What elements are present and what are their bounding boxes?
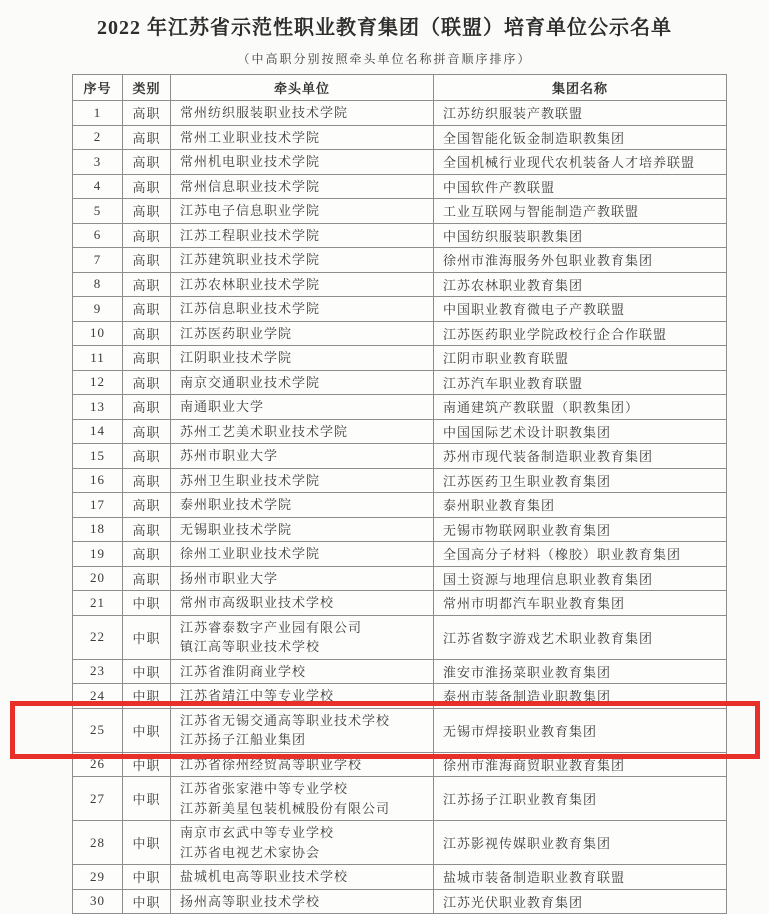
- cell-group-name: 泰州市装备制造业职教集团: [434, 684, 727, 709]
- cell-lead-unit: 盐城机电高等职业技术学校: [171, 865, 434, 890]
- table-row: [73, 517, 727, 542]
- cell-group-name: 全国智能化钣金制造职教集团: [434, 125, 727, 150]
- cell-group-name: 全国高分子材料（橡胶）职业教育集团: [434, 542, 727, 567]
- results-table: [72, 74, 727, 914]
- table-row: [73, 708, 727, 752]
- cell-group-name: 江阴市职业教育联盟: [434, 346, 727, 371]
- cell-group-name: 徐州市淮海商贸职业教育集团: [434, 752, 727, 777]
- cell-group-name: 江苏农林职业教育集团: [434, 272, 727, 297]
- page-subtitle: （中高职分别按照牵头单位名称拼音顺序排序）: [237, 52, 532, 66]
- cell-category: 高职: [123, 150, 171, 175]
- cell-no: 23: [73, 659, 123, 684]
- cell-lead-unit: 常州信息职业技术学院: [171, 174, 434, 199]
- cell-category: 中职: [123, 821, 171, 865]
- cell-category: 高职: [123, 174, 171, 199]
- cell-category: 高职: [123, 468, 171, 493]
- cell-no: 1: [73, 101, 123, 126]
- table-row: [73, 223, 727, 248]
- cell-group-name: 江苏医药卫生职业教育集团: [434, 468, 727, 493]
- cell-category: 高职: [123, 199, 171, 224]
- table-row: [73, 444, 727, 469]
- cell-no: 8: [73, 272, 123, 297]
- cell-group-name: 中国职业教育微电子产教联盟: [434, 297, 727, 322]
- cell-group-name: 工业互联网与智能制造产教联盟: [434, 199, 727, 224]
- cell-category: 高职: [123, 370, 171, 395]
- table-header-row: [73, 75, 727, 101]
- cell-category: 中职: [123, 708, 171, 752]
- cell-no: 15: [73, 444, 123, 469]
- cell-lead-unit: 常州纺织服装职业技术学院: [171, 101, 434, 126]
- cell-no: 26: [73, 752, 123, 777]
- cell-lead-unit: 苏州卫生职业技术学院: [171, 468, 434, 493]
- cell-group-name: 全国机械行业现代农机装备人才培养联盟: [434, 150, 727, 175]
- cell-lead-unit: 苏州市职业大学: [171, 444, 434, 469]
- cell-lead-unit: 苏州工艺美术职业技术学院: [171, 419, 434, 444]
- page-title: 2022 年江苏省示范性职业教育集团（联盟）培育单位公示名单: [97, 17, 672, 39]
- cell-group-name: 国土资源与地理信息职业教育集团: [434, 566, 727, 591]
- header-cell-no: 序号: [73, 75, 123, 101]
- cell-category: 中职: [123, 684, 171, 709]
- cell-no: 28: [73, 821, 123, 865]
- cell-no: 17: [73, 493, 123, 518]
- header-cell-category: 类别: [123, 75, 171, 101]
- cell-category: 高职: [123, 566, 171, 591]
- cell-no: 5: [73, 199, 123, 224]
- cell-group-name: 常州市明都汽车职业教育集团: [434, 591, 727, 616]
- header-cell-group-name: 集团名称: [434, 75, 727, 101]
- cell-no: 14: [73, 419, 123, 444]
- cell-group-name: 苏州市现代装备制造职业教育集团: [434, 444, 727, 469]
- table-row: [73, 752, 727, 777]
- cell-category: 中职: [123, 615, 171, 659]
- cell-group-name: 淮安市淮扬菜职业教育集团: [434, 659, 727, 684]
- cell-group-name: 中国国际艺术设计职教集团: [434, 419, 727, 444]
- cell-lead-unit: 南京交通职业技术学院: [171, 370, 434, 395]
- table-row: [73, 591, 727, 616]
- cell-lead-unit: 扬州高等职业技术学校: [171, 889, 434, 914]
- table-row: [73, 395, 727, 420]
- table-row: [73, 174, 727, 199]
- table-row: [73, 272, 727, 297]
- cell-group-name: 无锡市焊接职业教育集团: [434, 708, 727, 752]
- cell-group-name: 江苏影视传媒职业教育集团: [434, 821, 727, 865]
- table-row: [73, 346, 727, 371]
- table-row: [73, 659, 727, 684]
- cell-category: 高职: [123, 272, 171, 297]
- cell-lead-unit: 江苏省徐州经贸高等职业学校: [171, 752, 434, 777]
- cell-category: 高职: [123, 444, 171, 469]
- table-row: [73, 615, 727, 659]
- cell-lead-unit: 南京市玄武中等专业学校 江苏省电视艺术家协会: [171, 821, 434, 865]
- cell-group-name: 南通建筑产教联盟（职教集团）: [434, 395, 727, 420]
- cell-category: 中职: [123, 591, 171, 616]
- table-row: [73, 566, 727, 591]
- cell-category: 高职: [123, 101, 171, 126]
- cell-no: 10: [73, 321, 123, 346]
- cell-lead-unit: 江苏省淮阴商业学校: [171, 659, 434, 684]
- cell-lead-unit: 常州工业职业技术学院: [171, 125, 434, 150]
- cell-lead-unit: 江苏省张家港中等专业学校 江苏新美星包装机械股份有限公司: [171, 777, 434, 821]
- table-row: [73, 370, 727, 395]
- cell-no: 12: [73, 370, 123, 395]
- cell-category: 中职: [123, 865, 171, 890]
- header-cell-lead-unit: 牵头单位: [171, 75, 434, 101]
- cell-lead-unit: 江苏医药职业学院: [171, 321, 434, 346]
- cell-group-name: 盐城市装备制造职业教育联盟: [434, 865, 727, 890]
- cell-no: 21: [73, 591, 123, 616]
- table-row: [73, 889, 727, 914]
- cell-lead-unit: 江苏工程职业技术学院: [171, 223, 434, 248]
- cell-category: 高职: [123, 346, 171, 371]
- cell-category: 高职: [123, 125, 171, 150]
- cell-category: 高职: [123, 517, 171, 542]
- cell-group-name: 无锡市物联网职业教育集团: [434, 517, 727, 542]
- table-row: [73, 199, 727, 224]
- cell-group-name: 江苏纺织服装产教联盟: [434, 101, 727, 126]
- cell-no: 30: [73, 889, 123, 914]
- cell-no: 6: [73, 223, 123, 248]
- table-row: [73, 321, 727, 346]
- cell-category: 高职: [123, 321, 171, 346]
- table-row: [73, 493, 727, 518]
- cell-no: 16: [73, 468, 123, 493]
- table-row: [73, 248, 727, 273]
- cell-lead-unit: 江苏信息职业技术学院: [171, 297, 434, 322]
- table-row: [73, 150, 727, 175]
- cell-category: 中职: [123, 752, 171, 777]
- cell-group-name: 徐州市淮海服务外包职业教育集团: [434, 248, 727, 273]
- cell-no: 9: [73, 297, 123, 322]
- cell-no: 18: [73, 517, 123, 542]
- cell-group-name: 中国纺织服装职教集团: [434, 223, 727, 248]
- cell-no: 3: [73, 150, 123, 175]
- cell-lead-unit: 江苏省靖江中等专业学校: [171, 684, 434, 709]
- cell-lead-unit: 江苏农林职业技术学院: [171, 272, 434, 297]
- cell-group-name: 江苏扬子江职业教育集团: [434, 777, 727, 821]
- table-row: [73, 865, 727, 890]
- cell-lead-unit: 江苏电子信息职业学院: [171, 199, 434, 224]
- cell-category: 高职: [123, 493, 171, 518]
- cell-lead-unit: 江苏省无锡交通高等职业技术学校 江苏扬子江船业集团: [171, 708, 434, 752]
- cell-category: 中职: [123, 659, 171, 684]
- cell-lead-unit: 无锡职业技术学院: [171, 517, 434, 542]
- table-row: [73, 821, 727, 865]
- cell-no: 19: [73, 542, 123, 567]
- cell-category: 高职: [123, 297, 171, 322]
- cell-no: 27: [73, 777, 123, 821]
- cell-group-name: 江苏汽车职业教育联盟: [434, 370, 727, 395]
- table-row: [73, 468, 727, 493]
- table-row: [73, 297, 727, 322]
- cell-no: 25: [73, 708, 123, 752]
- cell-lead-unit: 常州市高级职业技术学校: [171, 591, 434, 616]
- cell-lead-unit: 江苏睿泰数字产业园有限公司 镇江高等职业技术学校: [171, 615, 434, 659]
- cell-no: 7: [73, 248, 123, 273]
- cell-no: 29: [73, 865, 123, 890]
- cell-lead-unit: 徐州工业职业技术学院: [171, 542, 434, 567]
- cell-lead-unit: 扬州市职业大学: [171, 566, 434, 591]
- cell-category: 中职: [123, 777, 171, 821]
- table-row: [73, 684, 727, 709]
- table-row: [73, 542, 727, 567]
- table-body: [73, 101, 727, 914]
- cell-lead-unit: 江阴职业技术学院: [171, 346, 434, 371]
- cell-lead-unit: 南通职业大学: [171, 395, 434, 420]
- cell-no: 11: [73, 346, 123, 371]
- cell-group-name: 中国软件产教联盟: [434, 174, 727, 199]
- cell-category: 高职: [123, 223, 171, 248]
- cell-lead-unit: 泰州职业技术学院: [171, 493, 434, 518]
- cell-category: 高职: [123, 419, 171, 444]
- cell-group-name: 江苏医药职业学院政校行企合作联盟: [434, 321, 727, 346]
- cell-no: 13: [73, 395, 123, 420]
- cell-no: 20: [73, 566, 123, 591]
- cell-no: 2: [73, 125, 123, 150]
- table-row: [73, 419, 727, 444]
- table-row: [73, 777, 727, 821]
- cell-category: 高职: [123, 395, 171, 420]
- cell-category: 高职: [123, 248, 171, 273]
- table-row: [73, 125, 727, 150]
- cell-category: 中职: [123, 889, 171, 914]
- cell-no: 22: [73, 615, 123, 659]
- cell-group-name: 泰州职业教育集团: [434, 493, 727, 518]
- cell-lead-unit: 常州机电职业技术学院: [171, 150, 434, 175]
- cell-group-name: 江苏省数字游戏艺术职业教育集团: [434, 615, 727, 659]
- cell-group-name: 江苏光伏职业教育集团: [434, 889, 727, 914]
- cell-category: 高职: [123, 542, 171, 567]
- cell-no: 4: [73, 174, 123, 199]
- cell-lead-unit: 江苏建筑职业技术学院: [171, 248, 434, 273]
- table-row: [73, 101, 727, 126]
- cell-no: 24: [73, 684, 123, 709]
